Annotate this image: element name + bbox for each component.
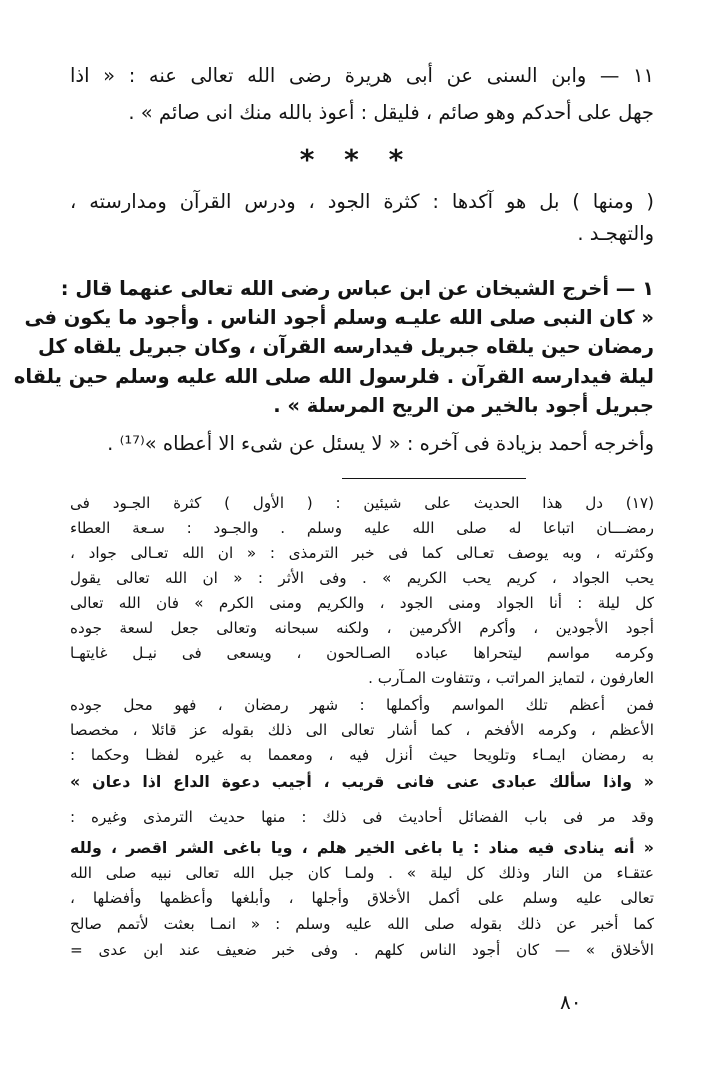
hadith-11-line-2: جهل على أحدكم وهو صائم ، فليقل : أعوذ بالله منك انى صائم » . [128,101,654,124]
footnote-line-5: كل ليلة : أنا الجواد ومنى الجود ، والكريم ومنى الكرم » فان الله تعالى [70,594,654,612]
hadith-1-line-5: جبريل أجود بالخير من الريح المرسلة » . [273,394,654,417]
hadith-1-line-2: « كان النبى صلى الله عليـه وسلم أجود الناس . وأجود ما يكون فى [24,306,654,329]
footnote-line-15: عتقـاء من النار وذلك كل ليلة » . ولمـا كان جبل الله تعالى نبيه صلى الله [70,864,654,882]
footnote-line-18: الأخلاق » — كان أجود الناس كلهم . وفى خبر ضعيف عند ابن عدى = [70,941,654,959]
footnote-line-14: « أنه ينادى فيه مناد : يا باغى الخير هلم ، ويا باغى الشر اقصر ، ولله [70,838,654,857]
hadith-11-line-1: ١١ — وابن السنى عن أبى هريرة رضى الله تعالى عنه : « اذا [70,64,654,87]
footnote-line-9: فمن أعظم تلك المواسم وأكملها : شهر رمضان ، فهو محل جوده [70,696,654,714]
footnote-quran-verse: « واذا سألك عبادى عنى فانى قريب ، أجيب دعوة الداع اذا دعان » [70,772,654,791]
footnote-line-11: به رمضان ايمـاء وتلويحا حيث أنزل فيه ، ومعمما به غيره لفظـا وحكما : [70,746,654,764]
ahmad-addition-line: وأخرجه أحمد بزيادة فى آخره : « لا يسئل عن شىء الا أعطاه »⁽¹⁷⁾ . [107,432,654,455]
footnote-line-8: العارفون ، لتمايز المراتب ، وتتفاوت المـآرب . [368,669,654,687]
footnote-line-1: (١٧) دل هذا الحديث على شيئين : ( الأول ) كثرة الجـود فى [70,494,654,512]
section-intro-line-2: والتهجـد . [577,222,654,245]
footnote-line-16: تعالى عليه وسلم على أكمل الأخلاق وأجلها ، وأبلغها وأعظمها وأفضلها ، [70,889,654,907]
page-number: ٨٠ [560,990,582,1014]
footnote-line-7: وكرمه مواسم ليتحراها عباده الصـالحون ، ويسعى فى نيـل غايتهـا [70,644,654,662]
footnote-line-13: وقد مر فى باب الفضائل أحاديث فى ذلك : منها حديث الترمذى وغيره : [70,808,654,826]
footnote-line-2: رمضـــان اتباعا له صلى الله عليه وسلم . والجـود : سـعة العطاء [70,519,654,537]
section-intro-line-1: ( ومنها ) بل هو آكدها : كثرة الجود ، ودرس القرآن ومدارسته ، [70,190,654,213]
hadith-1-line-3: رمضان حين يلقاه جبريل فيدارسه القرآن ، وكان جبريل يلقاه كل [38,335,654,358]
footnote-line-10: الأعظم ، وكرمه الأفخم ، كما أشار تعالى الى ذلك بقوله عز قائلا ، مخصصا [70,721,654,739]
footnote-line-4: يحب الجواد ، كريم يحب الكريم » . وفى الأثر : « ان الله تعالى يقول [70,569,654,587]
section-separator: * * * [299,143,414,176]
hadith-1-line-1: ١ — أخرج الشيخان عن ابن عباس رضى الله تعالى عنهما قال : [60,277,654,300]
footnote-line-17: كما أخبر عن ذلك بقوله صلى الله عليه وسلم : « انمـا بعثت لأتمم صالح [70,915,654,933]
hadith-1-line-4: ليلة فيدارسه القرآن . فلرسول الله صلى الله عليه وسلم حين يلقاه [13,365,654,388]
footnote-divider [342,478,526,479]
footnote-line-6: أجود الأجودين ، وأكرم الأكرمين ، ولكنه سبحانه وتعالى جعل لسعة جوده [70,619,654,637]
footnote-line-3: وكثرته ، وبه يوصف تعـالى كما فى خبر الترمذى : « ان الله تعـالى جواد ، [70,544,654,562]
